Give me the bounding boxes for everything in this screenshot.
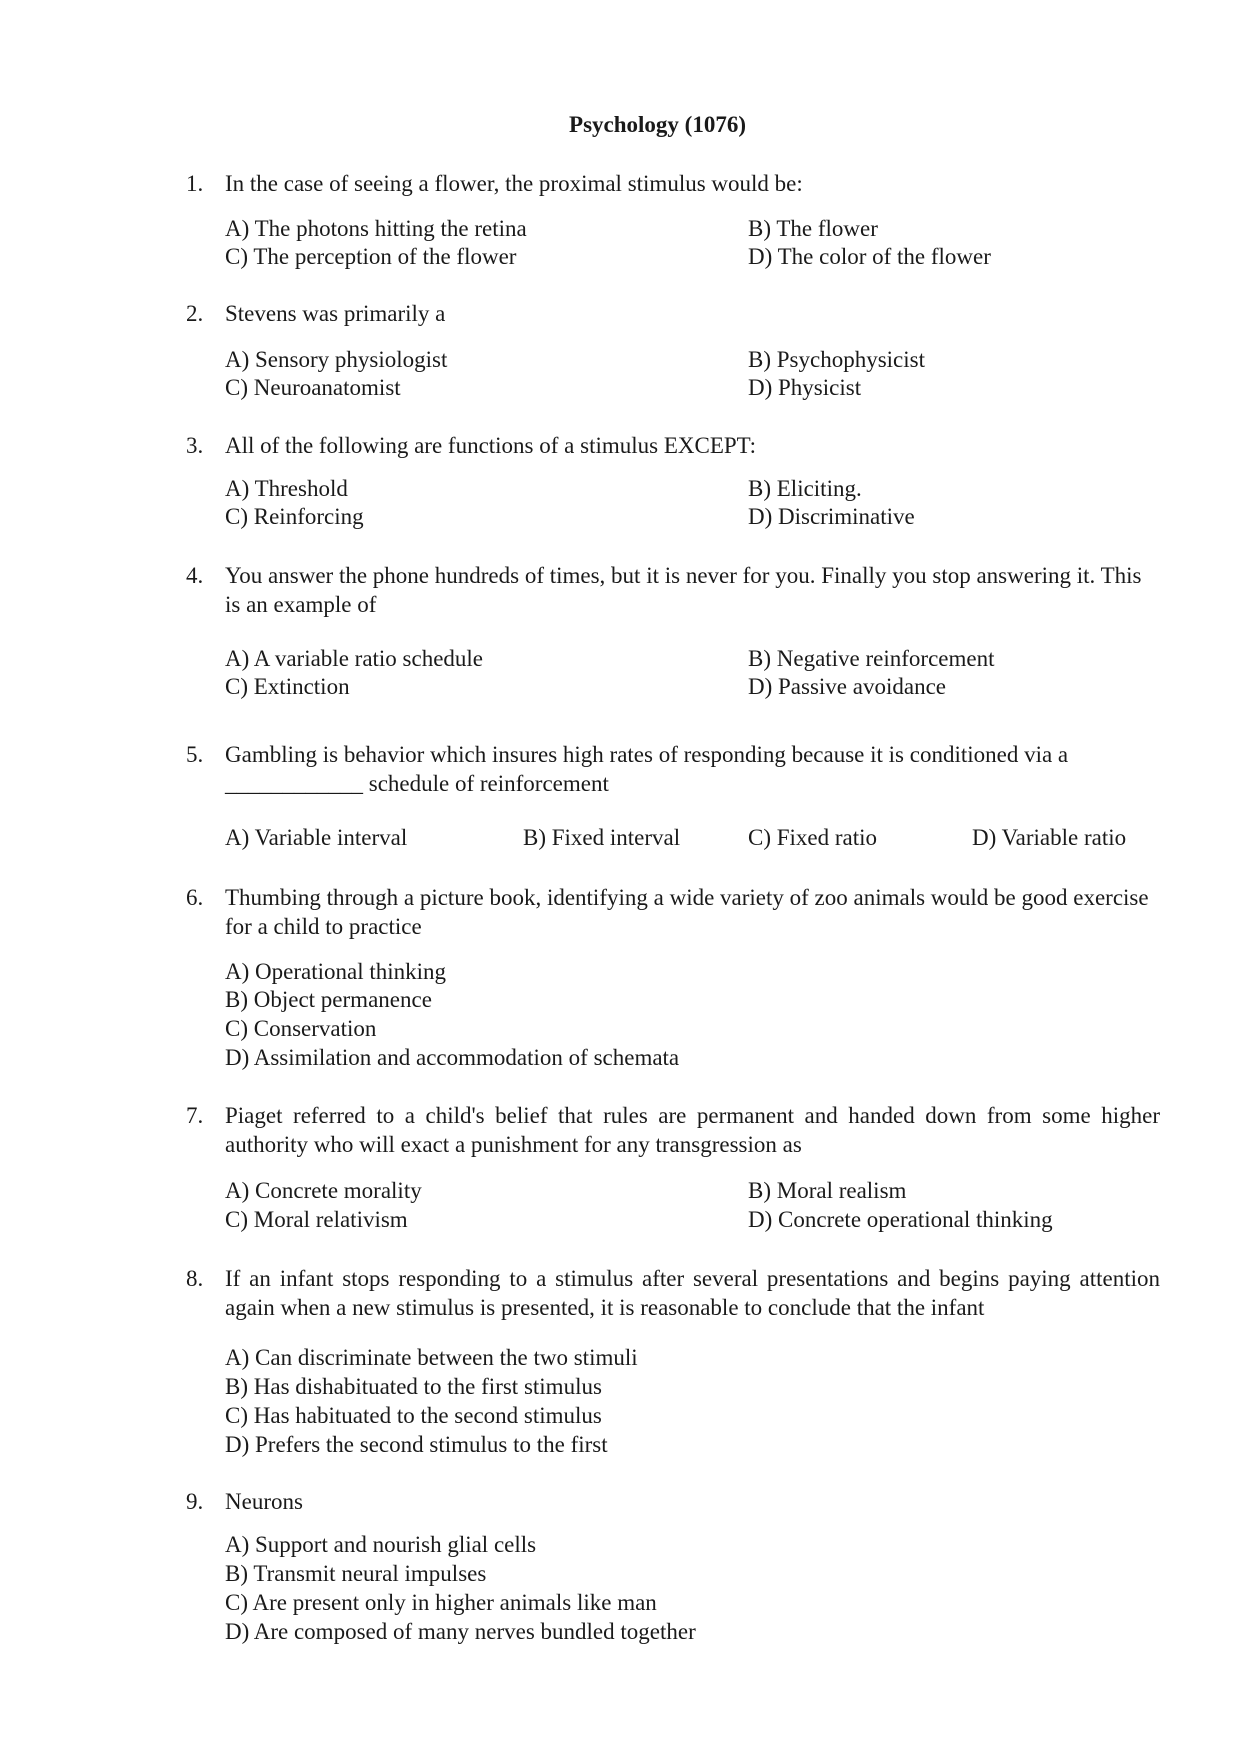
option-a: A) Can discriminate between the two stimuli (225, 1345, 638, 1370)
option-b: B) Object permanence (225, 987, 432, 1012)
option-b: B) Fixed interval (523, 825, 681, 850)
option-a: A) A variable ratio schedule (225, 646, 484, 671)
option-b: B) Has dishabituated to the first stimulus (225, 1374, 602, 1399)
option-a: A) Operational thinking (225, 959, 447, 984)
option-c: C) The perception of the flower (225, 244, 517, 269)
question-text: All of the following are functions of a stimulus EXCEPT: (225, 433, 756, 458)
option-d: D) Passive avoidance (748, 674, 946, 699)
option-b: B) Transmit neural impulses (225, 1561, 487, 1586)
option-c: C) Fixed ratio (748, 825, 878, 850)
question-number: 2. (186, 301, 204, 326)
option-c: C) Conservation (225, 1016, 377, 1041)
question-number: 9. (186, 1489, 204, 1514)
question-number: 7. (186, 1103, 204, 1128)
option-a: A) The photons hitting the retina (225, 216, 527, 241)
option-c: C) Reinforcing (225, 504, 364, 529)
question-text: You answer the phone hundreds of times, but it is never for you. Finally you stop answering it. This is an example of (225, 563, 1142, 617)
question-text: In the case of seeing a flower, the proximal stimulus would be: (225, 171, 803, 196)
question-text: Gambling is behavior which insures high rates of responding because it is conditioned via a ____________ schedule of reinforcement (225, 742, 1069, 796)
question-text: Thumbing through a picture book, identifying a wide variety of zoo animals would be good exercise for a child to practice (225, 885, 1149, 939)
option-a: A) Sensory physiologist (225, 347, 448, 372)
option-d: D) Discriminative (748, 504, 915, 529)
option-d: D) Prefers the second stimulus to the first (225, 1432, 608, 1457)
option-b: B) Moral realism (748, 1178, 907, 1203)
option-c: C) Extinction (225, 674, 350, 699)
page-title: Psychology (1076) (569, 112, 746, 137)
question-number: 3. (186, 433, 204, 458)
option-c: C) Neuroanatomist (225, 375, 401, 400)
option-d: D) The color of the flower (748, 244, 991, 269)
option-c: C) Are present only in higher animals like man (225, 1590, 657, 1615)
option-b: B) Negative reinforcement (748, 646, 995, 671)
option-d: D) Concrete operational thinking (748, 1207, 1053, 1232)
option-b: B) The flower (748, 216, 878, 241)
option-d: D) Variable ratio (972, 825, 1127, 850)
question-number: 1. (186, 171, 204, 196)
question-number: 4. (186, 563, 204, 588)
option-a: A) Variable interval (225, 825, 408, 850)
question-text: Neurons (225, 1489, 303, 1514)
question-text: If an infant stops responding to a stimulus after several presentations and begins paying attention again when a new stimulus is presented, it is reasonable to conclude that the infant (225, 1266, 1160, 1320)
option-c: C) Moral relativism (225, 1207, 408, 1232)
option-a: A) Threshold (225, 476, 348, 501)
question-number: 6. (186, 885, 204, 910)
option-b: B) Eliciting. (748, 476, 862, 501)
option-a: A) Concrete morality (225, 1178, 422, 1203)
option-d: D) Physicist (748, 375, 862, 400)
option-d: D) Are composed of many nerves bundled together (225, 1619, 696, 1644)
option-d: D) Assimilation and accommodation of schemata (225, 1045, 680, 1070)
option-b: B) Psychophysicist (748, 347, 925, 372)
question-text: Stevens was primarily a (225, 301, 446, 326)
option-c: C) Has habituated to the second stimulus (225, 1403, 602, 1428)
question-number: 5. (186, 742, 204, 767)
option-a: A) Support and nourish glial cells (225, 1532, 537, 1557)
question-number: 8. (186, 1266, 204, 1291)
question-text: Piaget referred to a child's belief that rules are permanent and handed down from some higher authority who will exact a punishment for any transgression as (225, 1103, 1160, 1157)
